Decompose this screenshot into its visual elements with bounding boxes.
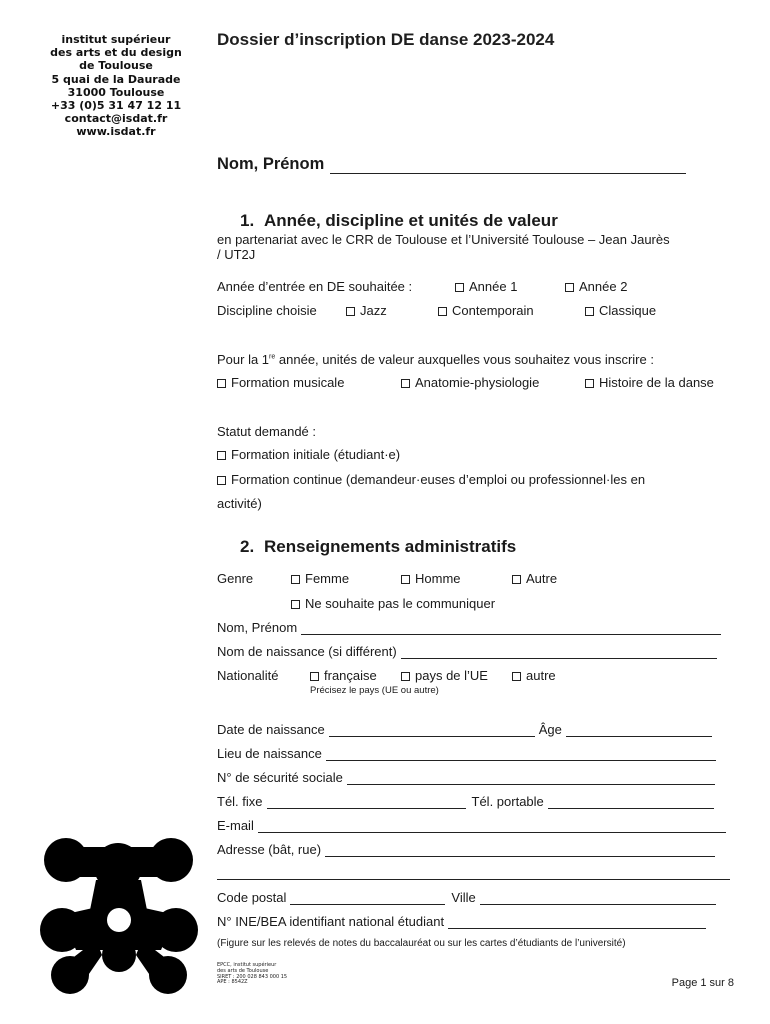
code-postal-underline[interactable] xyxy=(290,892,445,905)
checkbox-icon xyxy=(438,307,447,316)
section-2-heading xyxy=(240,537,516,557)
checkbox-formation-initiale[interactable]: Formation initiale (étudiant·e) xyxy=(217,447,400,462)
year-label: Année d’entrée en DE souhaitée : xyxy=(217,279,413,294)
field-underline[interactable] xyxy=(301,622,721,635)
address-line: www.isdat.fr xyxy=(76,125,156,139)
checkbox-jazz[interactable]: Jazz xyxy=(346,303,387,318)
nom-prenom-field[interactable]: Nom, Prénom xyxy=(217,620,721,635)
address-line: de Toulouse xyxy=(79,59,153,73)
tel-portable-underline[interactable] xyxy=(548,796,714,809)
checkbox-femme[interactable]: Femme xyxy=(291,571,349,586)
nom-naissance-field[interactable]: Nom de naissance (si différent) xyxy=(217,644,717,659)
field-underline[interactable] xyxy=(347,772,715,785)
address-line: contact@isdat.fr xyxy=(64,112,168,126)
checkbox-autre-nationalite[interactable]: autre xyxy=(512,668,556,683)
legal-info: EPCC, institut supérieur des arts de Toulouse SIRET : 200 028 843 000 15 APE : 8542Z xyxy=(217,962,288,986)
partnership-line: en partenariat avec le CRR de Toulouse et l’Université Toulouse – Jean Jaurès xyxy=(217,232,670,247)
section-1-title: Année, discipline et unités de valeur xyxy=(264,211,558,230)
field-underline[interactable] xyxy=(448,916,706,929)
checkbox-icon xyxy=(512,575,521,584)
checkbox-classique[interactable]: Classique xyxy=(585,303,656,318)
name-field[interactable] xyxy=(217,155,686,174)
ine-footnote: (Figure sur les relevés de notes du baccalauréat ou sur les cartes d’étudiants de l’université) xyxy=(217,938,626,949)
checkbox-icon xyxy=(346,307,355,316)
age-underline[interactable] xyxy=(566,724,712,737)
section-2-title: Renseignements administratifs xyxy=(264,537,517,556)
name-underline[interactable] xyxy=(330,157,686,174)
section-1-heading xyxy=(240,211,558,231)
code-postal-field[interactable]: Code postal Ville xyxy=(217,890,716,905)
document-title: Dossier d’inscription DE danse 2023-2024 xyxy=(217,30,555,49)
checkbox-pays-ue[interactable]: pays de l’UE xyxy=(401,668,488,683)
checkbox-icon xyxy=(565,283,574,292)
address-line: des arts et du design xyxy=(50,46,182,60)
checkbox-formation-continue[interactable]: Formation continue (demandeur·euses d’emploi ou professionnel·les en xyxy=(217,472,645,487)
nationalite-label: Nationalité xyxy=(217,668,279,683)
lieu-naissance-field[interactable]: Lieu de naissance xyxy=(217,746,716,761)
address-line: 31000 Toulouse xyxy=(67,85,165,99)
checkbox-histoire-danse[interactable]: Histoire de la danse xyxy=(585,375,714,390)
page-number: Page 1 sur 8 xyxy=(671,977,734,989)
checkbox-icon xyxy=(291,600,300,609)
ville-label: Ville xyxy=(451,890,476,905)
checkbox-icon xyxy=(585,307,594,316)
checkbox-icon xyxy=(217,451,226,460)
checkbox-ne-souhaite-pas[interactable]: Ne souhaite pas le communiquer xyxy=(291,596,495,611)
ine-field[interactable]: N° INE/BEA identifiant national étudiant xyxy=(217,914,706,929)
section-2-number: 2. xyxy=(240,537,255,556)
ville-underline[interactable] xyxy=(480,892,716,905)
checkbox-homme[interactable]: Homme xyxy=(401,571,461,586)
field-underline[interactable] xyxy=(401,646,717,659)
checkbox-autre-genre[interactable]: Autre xyxy=(512,571,557,586)
checkbox-icon xyxy=(291,575,300,584)
isdat-logo-icon xyxy=(36,835,201,995)
status-label: Statut demandé : xyxy=(217,424,317,439)
tel-portable-label: Tél. portable xyxy=(471,794,544,809)
checkbox-francaise[interactable]: française xyxy=(310,668,377,683)
section-1-number: 1. xyxy=(240,211,255,230)
checkbox-contemporain[interactable]: Contemporain xyxy=(438,303,534,318)
uv-intro: Pour la 1re année, unités de valeur auxquelles vous souhaitez vous inscrire : xyxy=(217,352,654,367)
checkbox-icon xyxy=(310,672,319,681)
checkbox-icon xyxy=(455,283,464,292)
securite-sociale-field[interactable]: N° de sécurité sociale xyxy=(217,770,715,785)
address-line: institut supérieur xyxy=(61,33,171,46)
nationalite-hint: Précisez le pays (UE ou autre) xyxy=(310,685,439,696)
field-underline[interactable] xyxy=(329,724,535,737)
discipline-label: Discipline choisie xyxy=(217,303,317,318)
checkbox-formation-musicale[interactable]: Formation musicale xyxy=(217,375,344,390)
age-label: Âge xyxy=(538,722,562,737)
checkbox-year-1[interactable]: Année 1 xyxy=(455,279,517,294)
status-continue-line-2: activité) xyxy=(217,496,262,511)
checkbox-anatomie[interactable]: Anatomie-physiologie xyxy=(401,375,539,390)
checkbox-icon xyxy=(401,672,410,681)
checkbox-icon xyxy=(401,379,410,388)
email-field[interactable]: E-mail xyxy=(217,818,726,833)
checkbox-icon xyxy=(401,575,410,584)
name-label: Nom, Prénom xyxy=(217,155,325,173)
checkbox-year-2[interactable]: Année 2 xyxy=(565,279,627,294)
institution-address xyxy=(40,33,192,139)
address-line: +33 (0)5 31 47 12 11 xyxy=(50,99,182,113)
checkbox-icon xyxy=(217,476,226,485)
checkbox-icon xyxy=(512,672,521,681)
field-underline[interactable] xyxy=(326,748,716,761)
address-line: 5 quai de la Daurade xyxy=(51,72,181,86)
date-naissance-field[interactable]: Date de naissance Âge xyxy=(217,722,712,737)
adresse-extra-line[interactable] xyxy=(217,879,730,880)
genre-label: Genre xyxy=(217,571,254,586)
field-underline[interactable] xyxy=(325,844,715,857)
tel-fixe-underline[interactable] xyxy=(267,796,466,809)
adresse-field[interactable]: Adresse (bât, rue) xyxy=(217,842,715,857)
checkbox-icon xyxy=(585,379,594,388)
checkbox-icon xyxy=(217,379,226,388)
partnership-line-2: / UT2J xyxy=(217,247,256,262)
telephone-field[interactable]: Tél. fixe Tél. portable xyxy=(217,794,714,809)
field-underline[interactable] xyxy=(258,820,726,833)
